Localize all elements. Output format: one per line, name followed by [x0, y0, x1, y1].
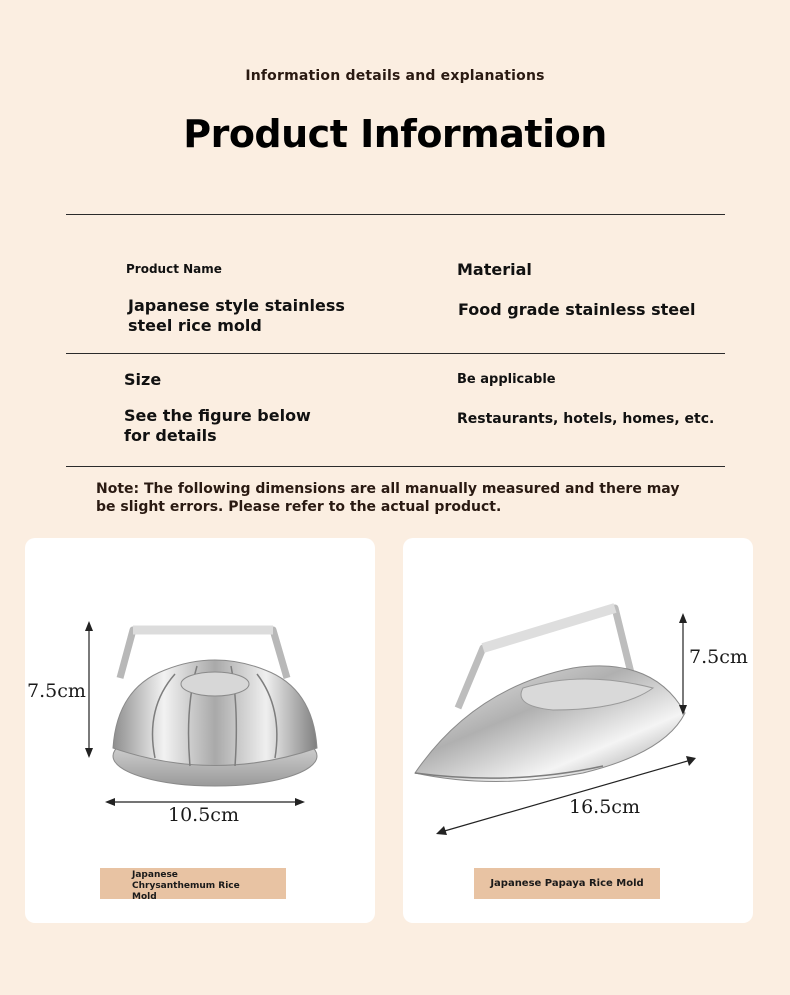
chrysanthemum-caption-line3: Mold: [132, 892, 157, 902]
papaya-caption: Japanese Papaya Rice Mold: [474, 868, 660, 899]
section-subtitle: Information details and explanations: [245, 68, 545, 84]
product-name-label: Product Name: [126, 262, 222, 276]
measurement-note: [96, 480, 696, 516]
material-value: Food grade stainless steel: [458, 300, 696, 319]
chrysanthemum-caption: [100, 868, 286, 902]
size-value: [124, 406, 311, 446]
divider-bottom: [66, 466, 725, 467]
papaya-length-label: 16.5cm: [569, 796, 640, 818]
product-card-chrysanthemum: [25, 538, 375, 923]
product-card-papaya: [403, 538, 753, 923]
chrysanthemum-caption-line2: Chrysanthemum Rice: [132, 881, 240, 891]
divider-top: [66, 214, 725, 215]
size-label: Size: [124, 370, 162, 389]
product-name-value: [128, 296, 345, 336]
note-line2: be slight errors. Please refer to the actual product.: [96, 499, 502, 515]
divider-middle: [66, 353, 725, 354]
papaya-mold-illustration: [403, 538, 753, 923]
chrysanthemum-mold-illustration: [25, 538, 375, 923]
chrysanthemum-caption-line1: Japanese: [132, 870, 178, 880]
product-name-line1: Japanese style stainless: [128, 296, 345, 315]
papaya-height-label: 7.5cm: [689, 646, 748, 668]
chrysanthemum-width-label: 10.5cm: [168, 804, 239, 826]
applicable-value: Restaurants, hotels, homes, etc.: [457, 411, 715, 427]
size-value-line2: for details: [124, 426, 217, 445]
material-label: Material: [457, 260, 532, 279]
chrysanthemum-height-label: 7.5cm: [27, 680, 86, 702]
applicable-label: Be applicable: [457, 372, 556, 387]
product-name-line2: steel rice mold: [128, 316, 262, 335]
size-value-line1: See the figure below: [124, 406, 311, 425]
note-line1: Note: The following dimensions are all manually measured and there may: [96, 481, 680, 497]
page-title: Product Information: [183, 112, 607, 156]
